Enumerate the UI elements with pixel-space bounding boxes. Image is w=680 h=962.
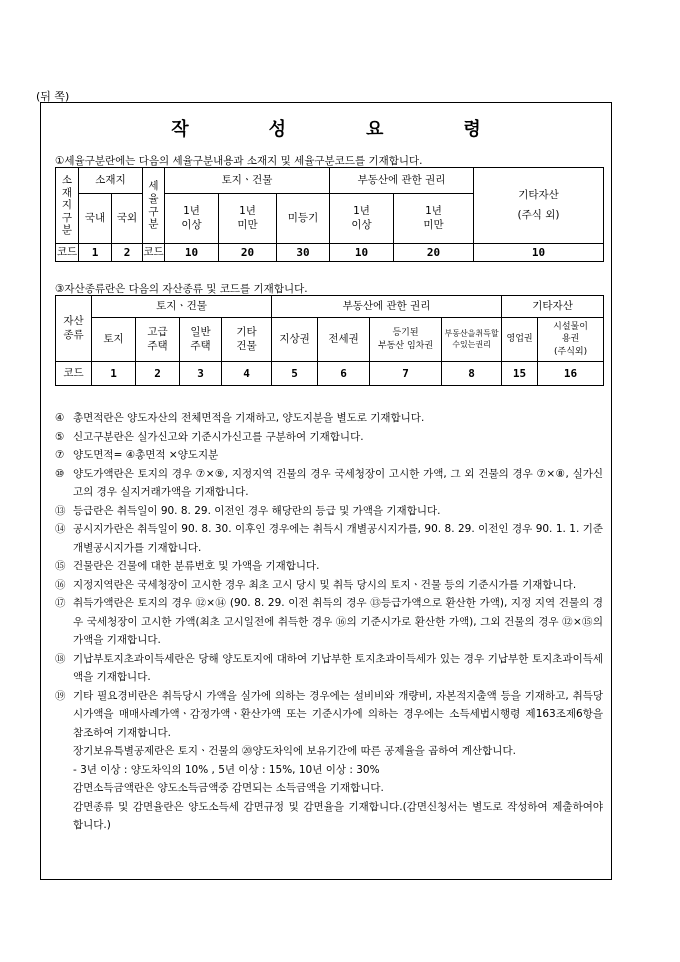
title-char: 성: [268, 119, 286, 140]
asset-code: 5: [272, 362, 318, 386]
note-item: [55, 557, 603, 576]
other-assets-header: 기타자산 (주식 외): [474, 168, 604, 244]
section1-caption: ①세율구분란에는 다음의 세율구분내용과 소재지 및 세율구분코드를 기재합니다.: [55, 155, 423, 167]
asset-col-jeonse: 전세권: [318, 318, 370, 362]
asset-col-superficies: 지상권: [272, 318, 318, 362]
land-building-header: 토지ㆍ건물: [165, 168, 330, 194]
land-building-header: 토지ㆍ건물: [92, 296, 272, 318]
title-char: 작: [171, 119, 189, 140]
note-item: [55, 409, 603, 428]
note-mark: ⑦: [55, 449, 65, 461]
instruction-notes: [55, 409, 603, 835]
land-under-1yr: 1년 미만: [219, 194, 277, 244]
rate-code: 20: [219, 244, 277, 262]
location-code: 1: [79, 244, 112, 262]
title-char: 요: [366, 119, 384, 140]
asset-col-luxury-house: 고급 주택: [136, 318, 180, 362]
note-mark: ⑮: [55, 560, 66, 572]
section2-caption: ③자산종류란은 다음의 자산종류 및 코드를 기재합니다.: [55, 283, 308, 295]
reduction-type-line: 감면종류 및 감면율란은 양도소득세 감면규정 및 감면율을 기재합니다.(감면신청서는 별도로 작성하여 제출하여야 합니다.): [73, 800, 603, 831]
note-mark: ⑩: [55, 467, 65, 480]
asset-code: 6: [318, 362, 370, 386]
deduction-rate-line: - 3년 이상 : 양도차익의 10% , 5년 이상 : 15%, 10년 이상 : 30%: [73, 763, 380, 776]
tax-rate-class-header: 세 율 구 분: [143, 168, 165, 244]
real-estate-rights-header: 부동산에 관한 권리: [330, 168, 474, 194]
note-mark: ⑲: [55, 689, 66, 702]
asset-code: 16: [538, 362, 604, 386]
note-mark: ⑯: [55, 578, 66, 591]
note-text: 취득가액란은 토지의 경우 ⑫×⑭ (90. 8. 29. 이전 취득의 경우 ⑬등급가액으로 환산한 가액), 지정 지역 건물의 경우 국세청장이 고시한 가액(최초 고시일전에 취득한 경우 ⑯의 기준시가로 환산한 가액), 그외 건물의 경우 ⑫×⑮의 가액을 기재합니다.: [73, 597, 603, 646]
asset-code: 3: [180, 362, 222, 386]
note-item: [55, 502, 603, 521]
note-text: 양도면적= ④총면적 ×양도지분: [73, 449, 219, 461]
note-item: [55, 465, 603, 502]
land-over-1yr: 1년 이상: [165, 194, 219, 244]
land-unregistered: 미등기: [277, 194, 330, 244]
note-item: [55, 650, 603, 687]
note-mark: ⑱: [55, 652, 66, 665]
note-text: 기타 필요경비란은 취득당시 가액을 실가에 의하는 경우에는 설비비와 개량비, 자본적지출액 등을 기재하고, 취득당시가액을 매매사례가액ㆍ감정가액ㆍ환산가액 또는 기준시가에 의하는 경우에는 소득세법시행령 제163조제6항을 참조하여 기재합니다.: [73, 689, 603, 739]
note-mark: ⑭: [55, 523, 66, 535]
asset-col-goodwill: 영업권: [502, 318, 538, 362]
long-term-deduction-line: 장기보유특별공제란은 토지ㆍ건물의 ⑳양도차익에 보유기간에 따른 공제율을 곱하여 계산합니다.: [73, 745, 516, 757]
instructions-frame: [40, 102, 612, 880]
rights-over-1yr: 1년 이상: [330, 194, 394, 244]
note-text: 신고구분란은 실가신고와 기준시가신고를 구분하여 기재합니다.: [73, 430, 364, 443]
tax-rate-table: [55, 167, 604, 262]
code-label: 코드: [143, 244, 165, 262]
note-text: 기납부토지초과이득세란은 당해 양도토지에 대하여 기납부한 토지초과이득세가 있는 경우 기납부한 토지초과이득세액을 기재합니다.: [73, 652, 603, 683]
note-text: 양도가액란은 토지의 경우 ⑦×⑨, 지정지역 건물의 경우 국세청장이 고시한 가액, 그 외 건물의 경우 ⑦×⑧, 실가신고의 경우 실지거래가액을 기재합니다.: [73, 467, 603, 498]
rate-code: 30: [277, 244, 330, 262]
note-item: [55, 594, 603, 650]
page-side-note: (뒤 쪽): [36, 90, 70, 103]
asset-col-land: 토지: [92, 318, 136, 362]
rights-under-1yr: 1년 미만: [394, 194, 474, 244]
asset-code: 7: [370, 362, 442, 386]
asset-code: 15: [502, 362, 538, 386]
note-text: 건물란은 건물에 대한 분류번호 및 가액을 기재합니다.: [73, 560, 320, 572]
note-item: [55, 520, 603, 557]
note-text: 등급란은 취득일이 90. 8. 29. 이전인 경우 해당란의 등급 및 가액을 기재합니다.: [73, 504, 441, 517]
note-item: [55, 687, 603, 743]
rate-code: 10: [165, 244, 219, 262]
note-item: [55, 576, 603, 595]
reduced-income-line: 감면소득금액란은 양도소득금액중 감면되는 소득금액을 기재합니다.: [73, 782, 384, 794]
asset-col-acquisition-right: 부동산을취득할 수있는권리: [442, 318, 502, 362]
domestic-header: 국내: [79, 194, 112, 244]
asset-type-label: 자산 종류: [56, 296, 92, 362]
asset-col-other-building: 기타 건물: [222, 318, 272, 362]
other-assets-header: 기타자산: [502, 296, 604, 318]
title-char: 령: [463, 119, 481, 140]
asset-col-registered-lease: 등기된 부동산 임차권: [370, 318, 442, 362]
location-class-header: 소 재 지 구 분: [56, 168, 79, 244]
location-header: 소재지: [79, 168, 143, 194]
note-mark: ⑬: [55, 504, 66, 517]
rate-code: 20: [394, 244, 474, 262]
asset-code: 2: [136, 362, 180, 386]
note-mark: ⑰: [55, 597, 66, 609]
note-text: 총면적란은 양도자산의 전체면적을 기재하고, 양도지분을 별도로 기재합니다.: [73, 412, 425, 424]
asset-type-table: [55, 295, 604, 386]
asset-code: 4: [222, 362, 272, 386]
location-code: 2: [112, 244, 143, 262]
note-mark: ⑤: [55, 430, 65, 443]
overseas-header: 국외: [112, 194, 143, 244]
asset-col-general-house: 일반 주택: [180, 318, 222, 362]
code-label: 코드: [56, 362, 92, 386]
asset-code: 1: [92, 362, 136, 386]
note-text: 지정지역란은 국세청장이 고시한 경우 최초 고시 당시 및 취득 당시의 토지ㆍ건물 등의 기준시가를 기재합니다.: [73, 578, 577, 591]
note-mark: ④: [55, 412, 65, 424]
asset-code: 8: [442, 362, 502, 386]
page-title: [41, 115, 611, 141]
note-item: [55, 428, 603, 447]
rate-code: 10: [330, 244, 394, 262]
note-text: 공시지가란은 취득일이 90. 8. 30. 이후인 경우에는 취득시 개별공시지가를, 90. 8. 29. 이전인 경우 90. 1. 1. 기준 개별공시지가를 기재합니다.: [73, 523, 603, 554]
asset-col-facility-right: 시설물이 용권 (주식외): [538, 318, 604, 362]
rate-code: 10: [474, 244, 604, 262]
real-estate-rights-header: 부동산에 관한 권리: [272, 296, 502, 318]
code-label: 코드: [56, 244, 79, 262]
note-item: [55, 446, 603, 465]
